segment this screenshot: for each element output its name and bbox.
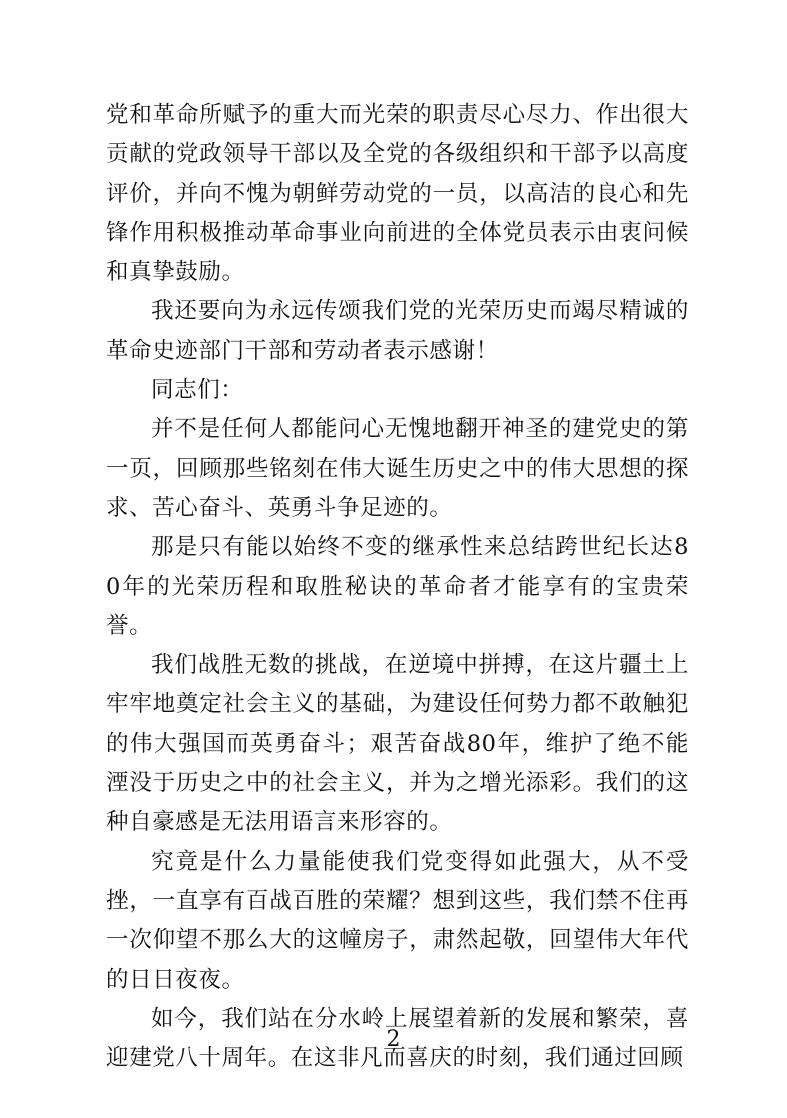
paragraph: 并不是任何人都能问心无愧地翻开神圣的建党史的第一页，回顾那些铭刻在伟大诞生历史之中的伟大思想的探求、苦心奋斗、英勇斗争足迹的。 (106, 416, 689, 521)
paragraph: 究竟是什么力量能使我们党变得如此强大，从不受挫，一直享有百战百胜的荣耀？想到这些，我们禁不住再一次仰望不那么大的这幢房子，肃然起敬，回望伟大年代的日日夜夜。 (106, 848, 689, 993)
paragraph: 党和革命所赋予的重大而光荣的职责尽心尽力、作出很大贡献的党政领导干部以及全党的各级组织和干部予以高度评价，并向不愧为朝鲜劳动党的一员，以高洁的良心和先锋作用积极推动革命事业向前进的全体党员表示由衷问候和真挚鼓励。 (106, 102, 689, 286)
body-text (106, 96, 689, 1078)
paragraph: 我还要向为永远传颂我们党的光荣历史而竭尽精诚的革命史迹部门干部和劳动者表示感谢！ (106, 298, 689, 364)
paragraph: 我们战胜无数的挑战，在逆境中拼搏，在这片疆土上牢牢地奠定社会主义的基础，为建设任何势力都不敢触犯的伟大强国而英勇奋斗；艰苦奋战80年，维护了绝不能湮没于历史之中的社会主义，并为之增光添彩。我们的这种自豪感是无法用语言来形容的。 (106, 652, 689, 836)
paragraph: 那是只有能以始终不变的继承性来总结跨世纪长达80年的光荣历程和取胜秘诀的革命者才能享有的宝贵荣誉。 (106, 534, 689, 639)
page-number: 2 (386, 1027, 401, 1052)
paragraph: 如今，我们站在分水岭上展望着新的发展和繁荣，喜迎建党八十周年。在这非凡而喜庆的时刻，我们通过回顾 (106, 1005, 689, 1072)
paragraph: 同志们： (151, 377, 244, 404)
